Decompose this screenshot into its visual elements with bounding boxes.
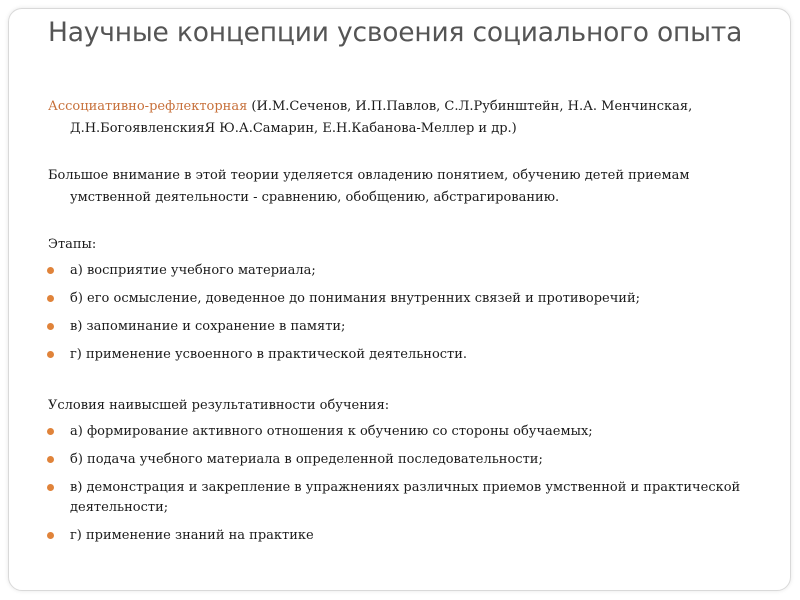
condition-item bbox=[48, 526, 760, 546]
bullet-dot-icon bbox=[47, 484, 54, 491]
intro-authors: (И.М.Сеченов, И.П.Павлов, С.Л.Рубинштейн, Н.А. Менчинская, Д.Н.БогоявленскияЯ Ю.А.Самарин, Е.Н.Кабанова-Меллер и др.) bbox=[70, 99, 693, 136]
stage-text: а) восприятие учебного материала; bbox=[70, 263, 316, 278]
condition-text: г) применение знаний на практике bbox=[70, 528, 314, 543]
stages-list bbox=[48, 261, 760, 365]
conditions-list bbox=[48, 422, 760, 546]
description-paragraph: Большое внимание в этой теории уделяется овладению понятием, обучению детей приемам умственной деятельности - сравнению, обобщению, абстрагированию. bbox=[48, 168, 690, 205]
spacer bbox=[48, 373, 760, 395]
bullet-dot-icon bbox=[47, 428, 54, 435]
condition-text: а) формирование активного отношения к обучению со стороны обучаемых; bbox=[70, 424, 593, 439]
slide-title: Научные концепции усвоения социального опыта bbox=[48, 17, 743, 48]
intro-paragraph bbox=[48, 96, 760, 140]
accent-term: Ассоциативно-рефлекторная bbox=[48, 99, 248, 114]
slide-content bbox=[48, 96, 760, 554]
condition-text: в) демонстрация и закрепление в упражнениях различных приемов умственной и практической деятельности; bbox=[70, 480, 741, 515]
condition-text: б) подача учебного материала в определенной последовательности; bbox=[70, 452, 543, 467]
bullet-dot-icon bbox=[47, 295, 54, 302]
stage-item bbox=[48, 261, 760, 281]
spacer bbox=[48, 209, 760, 234]
bullet-dot-icon bbox=[47, 351, 54, 358]
stages-label: Этапы: bbox=[48, 237, 97, 252]
spacer bbox=[48, 140, 760, 165]
conditions-label: Условия наивысшей результативности обучения: bbox=[48, 398, 390, 413]
stage-item bbox=[48, 345, 760, 365]
condition-item bbox=[48, 478, 760, 518]
bullet-dot-icon bbox=[47, 267, 54, 274]
condition-item bbox=[48, 450, 760, 470]
stage-text: б) его осмысление, доведенное до понимания внутренних связей и противоречий; bbox=[70, 291, 641, 306]
stage-text: в) запоминание и сохранение в памяти; bbox=[70, 319, 346, 334]
stage-item bbox=[48, 317, 760, 337]
bullet-dot-icon bbox=[47, 323, 54, 330]
condition-item bbox=[48, 422, 760, 442]
stage-text: г) применение усвоенного в практической деятельности. bbox=[70, 347, 468, 362]
stage-item bbox=[48, 289, 760, 309]
bullet-dot-icon bbox=[47, 532, 54, 539]
bullet-dot-icon bbox=[47, 456, 54, 463]
